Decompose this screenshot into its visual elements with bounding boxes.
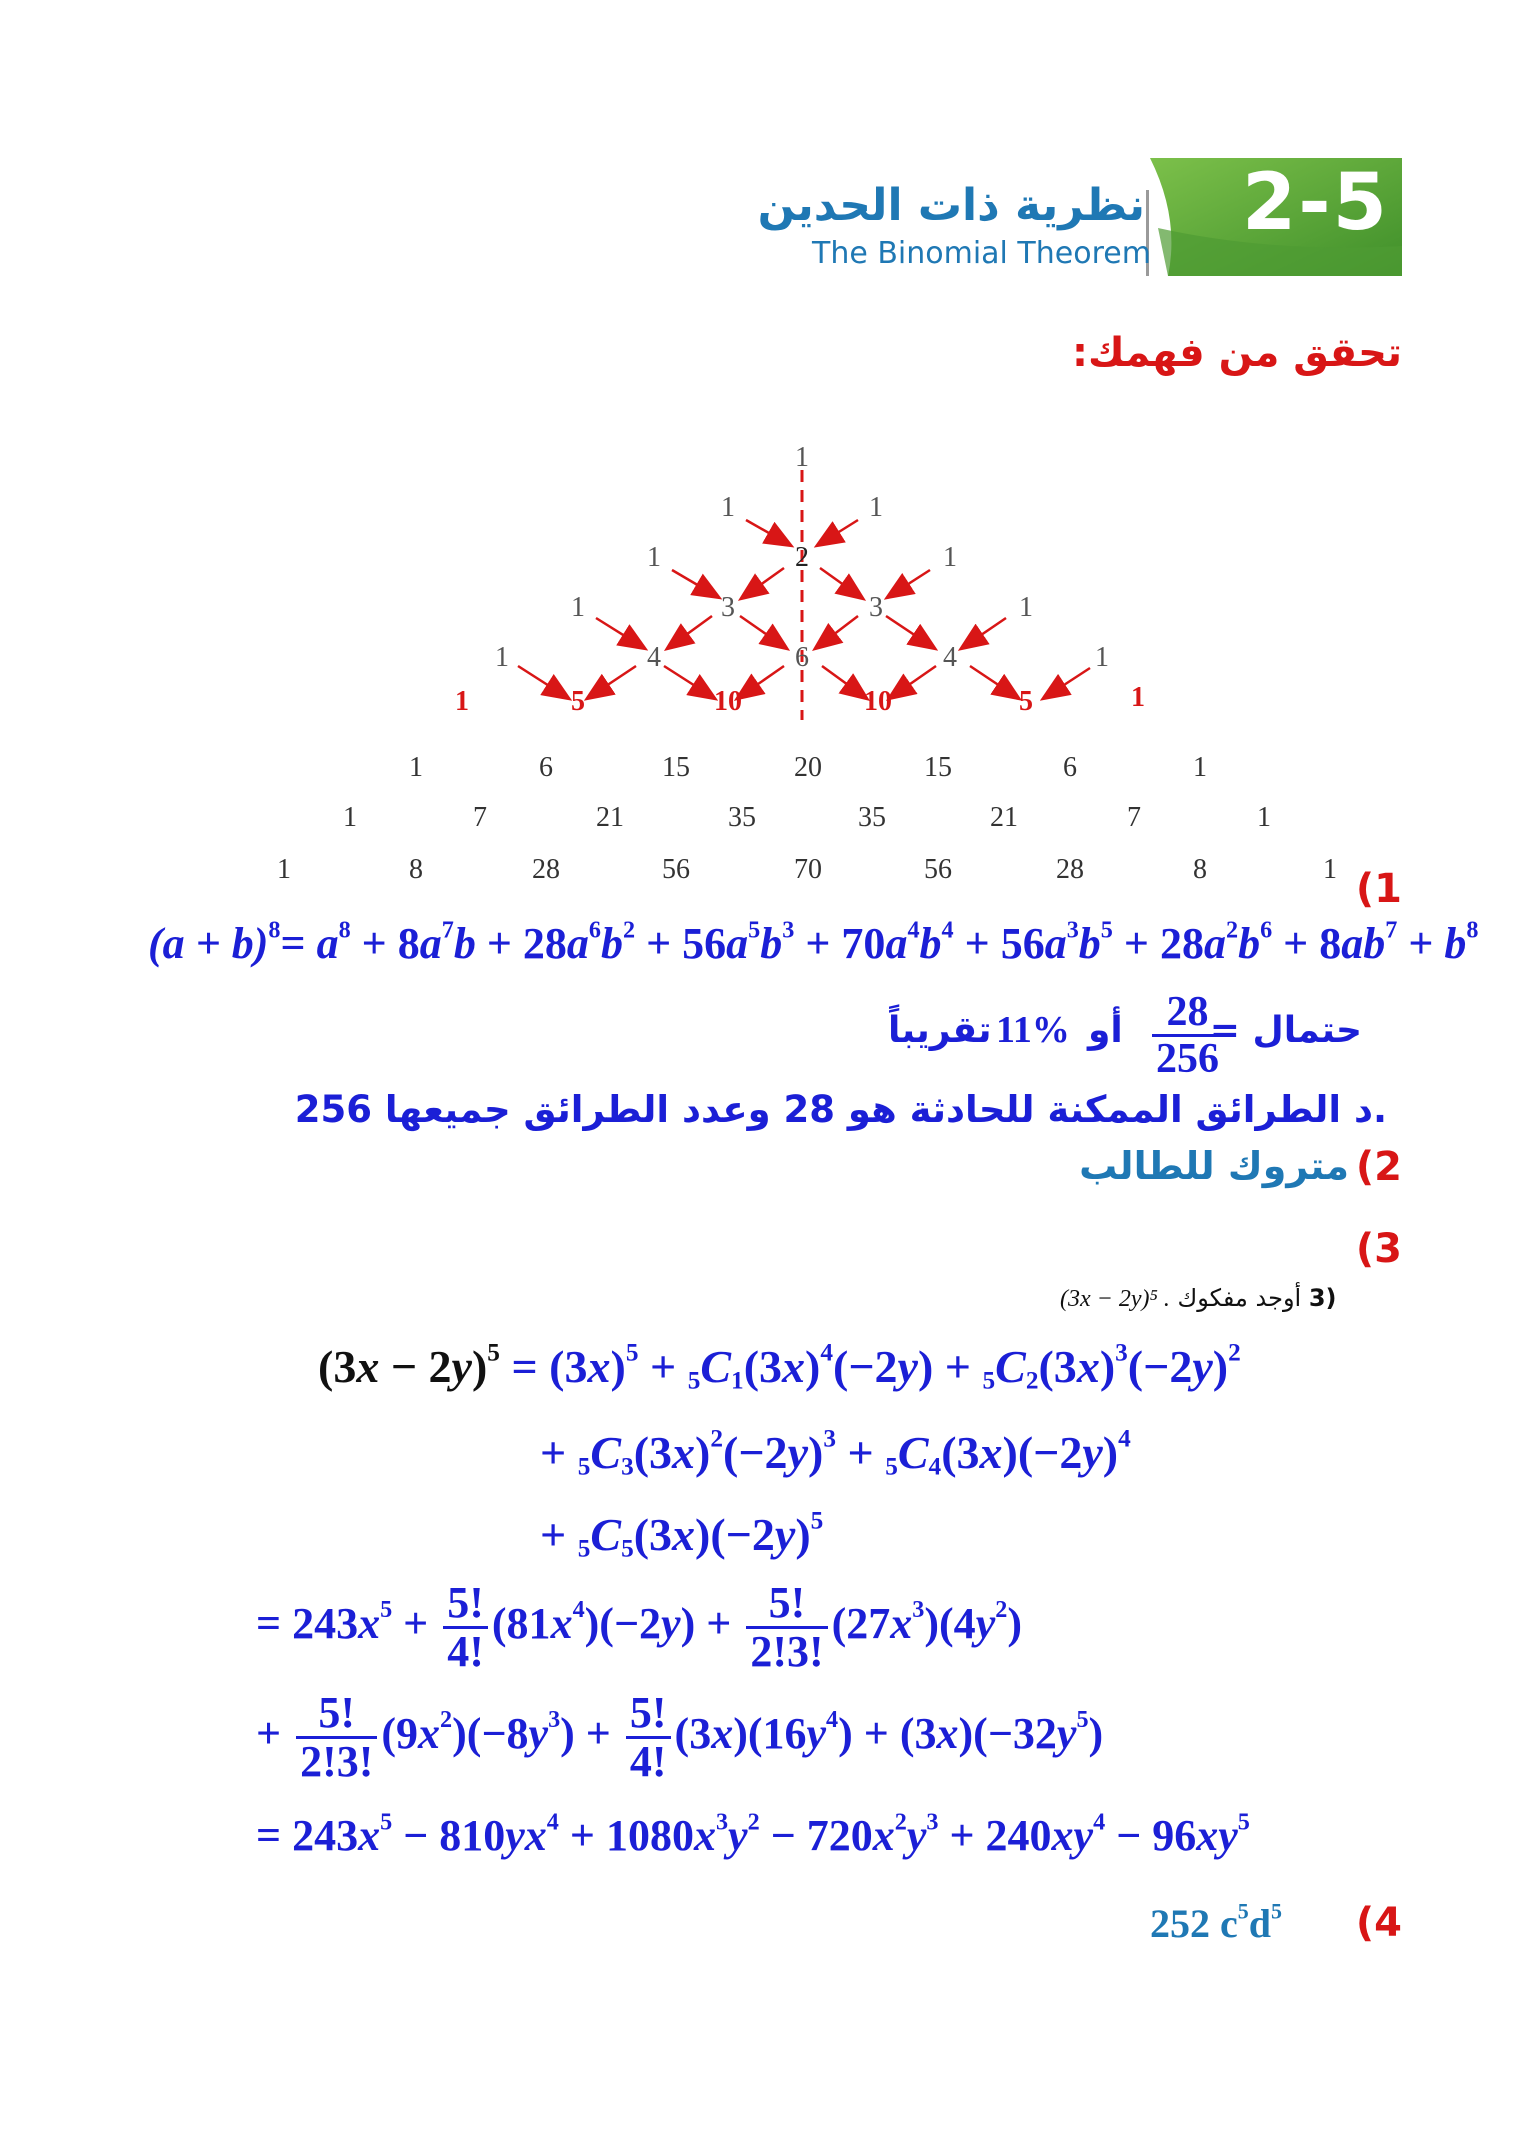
pascal-cell: 1 bbox=[1193, 752, 1207, 783]
expansion-exponent: 8 bbox=[268, 916, 281, 944]
pascal-cell: 8 bbox=[409, 854, 423, 885]
pascal-cell: 15 bbox=[662, 752, 690, 783]
probability-approx: تقريباً bbox=[888, 1010, 992, 1051]
pascal-triangle bbox=[0, 0, 1517, 1000]
fraction-denominator: 256 bbox=[1156, 1036, 1219, 1083]
pascal-cell: 1 bbox=[409, 752, 423, 783]
question-4-number: 4) bbox=[1355, 1900, 1402, 1946]
question-3-prompt bbox=[1060, 1284, 1337, 1313]
pascal-cell: 1 bbox=[1257, 802, 1271, 833]
pascal-cell: 1 bbox=[277, 854, 291, 885]
pascal-cell: 10 bbox=[714, 686, 742, 717]
lesson-title-en: The Binomial Theorem bbox=[812, 236, 1151, 271]
pascal-cell: 7 bbox=[473, 802, 487, 833]
pascal-cell: 1 bbox=[943, 542, 957, 573]
pascal-cell: 21 bbox=[596, 802, 624, 833]
pascal-cell: 3 bbox=[869, 592, 883, 623]
pascal-cell: 5 bbox=[1019, 686, 1033, 717]
pascal-cell: 1 bbox=[1019, 592, 1033, 623]
pascal-cell: 56 bbox=[662, 854, 690, 885]
pascal-cell: 15 bbox=[924, 752, 952, 783]
expansion-line-2: + $_5C_3(3x)^2(-2y)^3 + _5C_4(3x)(-2y)^4$ bbox=[540, 1424, 1131, 1481]
pascal-cell: 8 bbox=[1193, 854, 1207, 885]
binomial-expansion: $(a + b)^8= a^8 + 8a^7b + 28a^6b^2 + 56a^5b^3 + 70a^4b^4 + 56a^3b^5 + 28a^2b^6 + 8ab^7 + b^8$ bbox=[148, 916, 1479, 968]
pascal-cell: 1 bbox=[1323, 854, 1337, 885]
expansion-lhs: (a + b) bbox=[148, 919, 269, 968]
chapter-number: 2-5 bbox=[1242, 158, 1389, 248]
expansion-line-4: = $243x^5$ + $\frac{5!}{4!}$ $(81x^4)(-2y)$ + $\frac{5!}{2!3!}$ $(27x^3)(4y^2)$ bbox=[256, 1578, 1022, 1677]
pascal-cell: 3 bbox=[721, 592, 735, 623]
question-3-number: 3) bbox=[1355, 1226, 1402, 1272]
pascal-cell: 1 bbox=[1095, 642, 1109, 673]
probability-label: حتمال = bbox=[1209, 1010, 1362, 1051]
pascal-cell: 28 bbox=[532, 854, 560, 885]
pascal-cell: 4 bbox=[647, 642, 661, 673]
pascal-cell: 28 bbox=[1056, 854, 1084, 885]
answer-exp-d: 5 bbox=[1271, 1898, 1283, 1924]
pascal-cell: 1 bbox=[1131, 682, 1145, 713]
pascal-cell: 6 bbox=[539, 752, 553, 783]
expansion-line-1: $(3x - 2y)^5 = (3x)^5 + _5C_1(3x)^4(-2y) + _5C_2(3x)^3(-2y)^2$ bbox=[318, 1338, 1241, 1395]
answer-coefficient: 252 c bbox=[1150, 1901, 1238, 1946]
pascal-cell: 1 bbox=[343, 802, 357, 833]
question-2-number: 2) bbox=[1355, 1144, 1402, 1190]
pascal-cell: 1 bbox=[721, 492, 735, 523]
pascal-cell: 1 bbox=[795, 442, 809, 473]
pascal-cell: 56 bbox=[924, 854, 952, 885]
probability-percent: 11% bbox=[996, 1009, 1070, 1051]
expansion-line-3: + $_5C_5(3x)(-2y)^5$ bbox=[540, 1506, 824, 1563]
pascal-cell: 1 bbox=[571, 592, 585, 623]
prompt-text: أوجد مفكوك bbox=[1177, 1284, 1302, 1312]
lesson-title-ar: نظرية ذات الحدين bbox=[757, 180, 1145, 231]
expansion-result: = $243x^5 - 810yx^4 + 1080x^3y^2 - 720x^2y^3 + 240xy^4 - 96xy^5$ bbox=[256, 1808, 1250, 1860]
pascal-cell: 2 bbox=[795, 542, 809, 573]
pascal-cell: 4 bbox=[943, 642, 957, 673]
pascal-cell: 35 bbox=[728, 802, 756, 833]
pascal-cell: 21 bbox=[990, 802, 1018, 833]
pascal-cell: 7 bbox=[1127, 802, 1141, 833]
expansion-line-5: + $\frac{5!}{2!3!}$ $(9x^2)(-8y^3)$ + $\frac{5!}{4!}$ $(3x)(16y^4) + (3x)(-32y^5)$ bbox=[256, 1688, 1104, 1787]
question-4-answer bbox=[1150, 1900, 1282, 1947]
pascal-cell: 10 bbox=[864, 686, 892, 717]
question-2-answer: متروك للطالب bbox=[1079, 1144, 1349, 1188]
pascal-cell: 1 bbox=[495, 642, 509, 673]
pascal-cell: 5 bbox=[571, 686, 585, 717]
pascal-cell: 20 bbox=[794, 752, 822, 783]
answer-exp-c: 5 bbox=[1237, 1898, 1249, 1924]
pascal-cell: 6 bbox=[1063, 752, 1077, 783]
question-1-number: 1) bbox=[1355, 866, 1402, 912]
probability-or: أو bbox=[1088, 1010, 1123, 1051]
pascal-cell: 1 bbox=[869, 492, 883, 523]
pascal-arrows bbox=[0, 0, 1517, 760]
answer-variable-d: d bbox=[1248, 1901, 1272, 1946]
probability-fraction bbox=[1148, 990, 1227, 1081]
pascal-cell: 35 bbox=[858, 802, 886, 833]
prompt-expression: (3x − 2y)⁵ . bbox=[1060, 1286, 1170, 1312]
check-understanding-heading: تحقق من فهمك: bbox=[1072, 330, 1402, 376]
pascal-cell: 6 bbox=[795, 642, 809, 673]
pascal-cell: 1 bbox=[647, 542, 661, 573]
pascal-cell: 70 bbox=[794, 854, 822, 885]
prompt-number: 3) bbox=[1308, 1284, 1337, 1312]
probability-explanation: .د الطرائق الممكنة للحادثة هو 28 وعدد الطرائق جميعها 256 bbox=[294, 1088, 1387, 1131]
fraction-numerator: 28 bbox=[1152, 990, 1223, 1037]
pascal-cell: 1 bbox=[455, 686, 469, 717]
